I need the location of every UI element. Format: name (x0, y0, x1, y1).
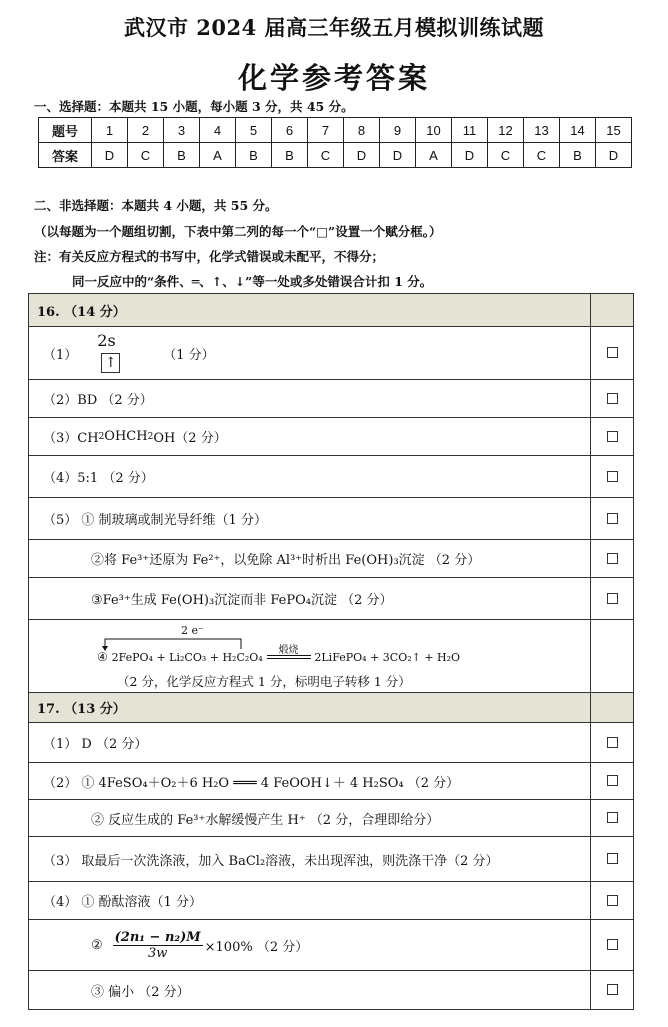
section1-heading: 一、选择题：本题共 15 小题，每小题 3 分，共 45 分。 (34, 99, 354, 114)
question-number-row (39, 118, 632, 143)
equation-products: 2LiFePO₄ + 3CO₂↑ + H₂O (314, 651, 461, 664)
score-checkbox[interactable] (607, 513, 618, 524)
answer-cell: B (236, 143, 272, 168)
redox-equation-block (29, 620, 591, 692)
score-checkbox[interactable] (607, 393, 618, 404)
q16-header (29, 294, 633, 327)
answer-cell: B (560, 143, 596, 168)
answer-text: （2） ① 4FeSO₄＋O₂＋6 H₂O ═══ 4 FeOOH↓＋ 4 H₂SO₄ （2 分） (29, 763, 591, 799)
question-number: 15 (596, 118, 632, 143)
answer-text: （5） ① 制玻璃或制光导纤维（1 分） (29, 498, 591, 539)
answer-cell: D (380, 143, 416, 168)
answer-text: ③Fe³⁺生成 Fe(OH)₃沉淀而非 FePO₄沉淀 （2 分） (29, 578, 591, 619)
question-number: 14 (560, 118, 596, 143)
answer-text: （2）BD （2 分） (29, 380, 591, 417)
row-label-number: 题号 (39, 118, 92, 143)
formula-sub: 2 (147, 431, 154, 442)
q17-header (29, 693, 633, 723)
formula-sub: 2 (98, 431, 105, 442)
answer-cell: D (452, 143, 488, 168)
answer-text: （4）5:1 （2 分） (29, 456, 591, 497)
answer-cell: C (488, 143, 524, 168)
q16-title: 16. （14 分） (29, 294, 591, 326)
answer-grid (28, 293, 634, 1010)
equation-note-cont: 同一反应中的“条件、═、↑、↓”等一处或多处错误合计扣 1 分。 (72, 274, 433, 289)
equation-condition (267, 645, 311, 664)
circled-number: ④ (97, 650, 108, 664)
electron-transfer-label: 2 e⁻ (181, 624, 204, 637)
answer-cell: B (272, 143, 308, 168)
q17-part4-3 (29, 971, 633, 1009)
score-checkbox[interactable] (607, 553, 618, 564)
question-number: 10 (416, 118, 452, 143)
fraction-tail: ×100% （2 分） (204, 939, 309, 955)
question-number: 2 (128, 118, 164, 143)
score-checkbox[interactable] (607, 431, 618, 442)
q17-part2-2 (29, 800, 633, 837)
q17-part4-2 (29, 920, 633, 971)
answer-text (29, 418, 591, 455)
score-checkbox[interactable] (607, 347, 618, 358)
score-checkbox[interactable] (607, 853, 618, 864)
answer-text: （3） 取最后一次洗涤液，加入 BaCl₂溶液，未出现浑浊，则洗涤干净（2 分） (29, 837, 591, 881)
condition-label: 煅烧 (278, 645, 299, 656)
q16-part1 (29, 327, 633, 380)
question-number: 4 (200, 118, 236, 143)
score-checkbox[interactable] (607, 593, 618, 604)
exam-title: 武汉市 2024 届高三年级五月模拟训练试题 (123, 15, 545, 40)
equation-reactants: 2FePO₄ + Li₂CO₃ + H₂C₂O₄ (111, 651, 263, 664)
q16-part5-4 (29, 620, 633, 693)
orbital-label: 2s (97, 331, 116, 350)
q16-part3 (29, 418, 633, 456)
row-label-answer: 答案 (39, 143, 92, 168)
grading-note: （以每题为一个题组切割，下表中第二列的每一个“□”设置一个赋分框。） (34, 224, 442, 239)
q17-part1 (29, 723, 633, 763)
answer-text: （1） D （2 分） (29, 723, 591, 762)
section2-heading: 二、非选择题：本题共 4 小题，共 55 分。 (34, 198, 278, 213)
score-checkbox[interactable] (607, 984, 618, 995)
up-arrow-icon: ↑ (101, 353, 120, 373)
q17-title: 17. （13 分） (29, 693, 591, 722)
answer-key-title: 化学参考答案 (237, 61, 430, 95)
formula-part: OH（2 分） (153, 431, 227, 446)
question-number: 1 (92, 118, 128, 143)
answer-cell: D (92, 143, 128, 168)
score: （1 分） (163, 347, 215, 363)
question-number: 8 (344, 118, 380, 143)
part-label: （1） (43, 347, 78, 363)
question-number: 11 (452, 118, 488, 143)
score-checkbox[interactable] (607, 737, 618, 748)
q16-part5-1 (29, 498, 633, 540)
answer-text: ②将 Fe³⁺还原为 Fe²⁺，以免除 Al³⁺时析出 Fe(OH)₃沉淀 （2 分） (29, 540, 591, 577)
question-number: 13 (524, 118, 560, 143)
answer-cell: C (524, 143, 560, 168)
score-checkbox[interactable] (607, 939, 618, 950)
formula-part: OHCH (104, 429, 148, 444)
fraction-denominator: 3w (147, 945, 168, 961)
q16-part5-2 (29, 540, 633, 578)
electron-transfer-arrow-icon (99, 637, 249, 651)
choice-answer-table (38, 117, 632, 168)
score-note: （2 分，化学反应方程式 1 分，标明电子转移 1 分） (117, 674, 411, 689)
answer-text: ③ 偏小 （2 分） (29, 971, 591, 1009)
circled-number: ② (91, 937, 103, 953)
question-number: 6 (272, 118, 308, 143)
answer-text: （4） ① 酚酞溶液（1 分） (29, 882, 591, 919)
q17-part2-1 (29, 763, 633, 800)
formula-part: （3）CH (43, 431, 99, 446)
score-checkbox[interactable] (607, 775, 618, 786)
q16-part4 (29, 456, 633, 498)
purity-fraction (113, 930, 203, 961)
question-number: 9 (380, 118, 416, 143)
score-checkbox[interactable] (607, 812, 618, 823)
q17-part4-1 (29, 882, 633, 920)
score-checkbox[interactable] (607, 895, 618, 906)
answer-cell: D (344, 143, 380, 168)
q16-part5-3 (29, 578, 633, 620)
answer-row (39, 143, 632, 168)
orbital-diagram (89, 331, 159, 375)
score-checkbox[interactable] (607, 471, 618, 482)
answer-cell: D (596, 143, 632, 168)
question-number: 3 (164, 118, 200, 143)
question-number: 12 (488, 118, 524, 143)
equation-note: 注：有关反应方程式的书写中，化学式错误或未配平，不得分； (34, 249, 385, 264)
answer-cell: A (416, 143, 452, 168)
question-number: 5 (236, 118, 272, 143)
q16-part2 (29, 380, 633, 418)
fraction-numerator: (2n₁ − n₂)M (114, 929, 201, 945)
answer-cell: B (164, 143, 200, 168)
q17-part3 (29, 837, 633, 882)
answer-cell: C (128, 143, 164, 168)
answer-text (29, 920, 591, 970)
answer-cell: A (200, 143, 236, 168)
answer-text: ② 反应生成的 Fe³⁺水解缓慢产生 H⁺ （2 分，合理即给分） (29, 800, 591, 836)
answer-cell: C (308, 143, 344, 168)
question-number: 7 (308, 118, 344, 143)
